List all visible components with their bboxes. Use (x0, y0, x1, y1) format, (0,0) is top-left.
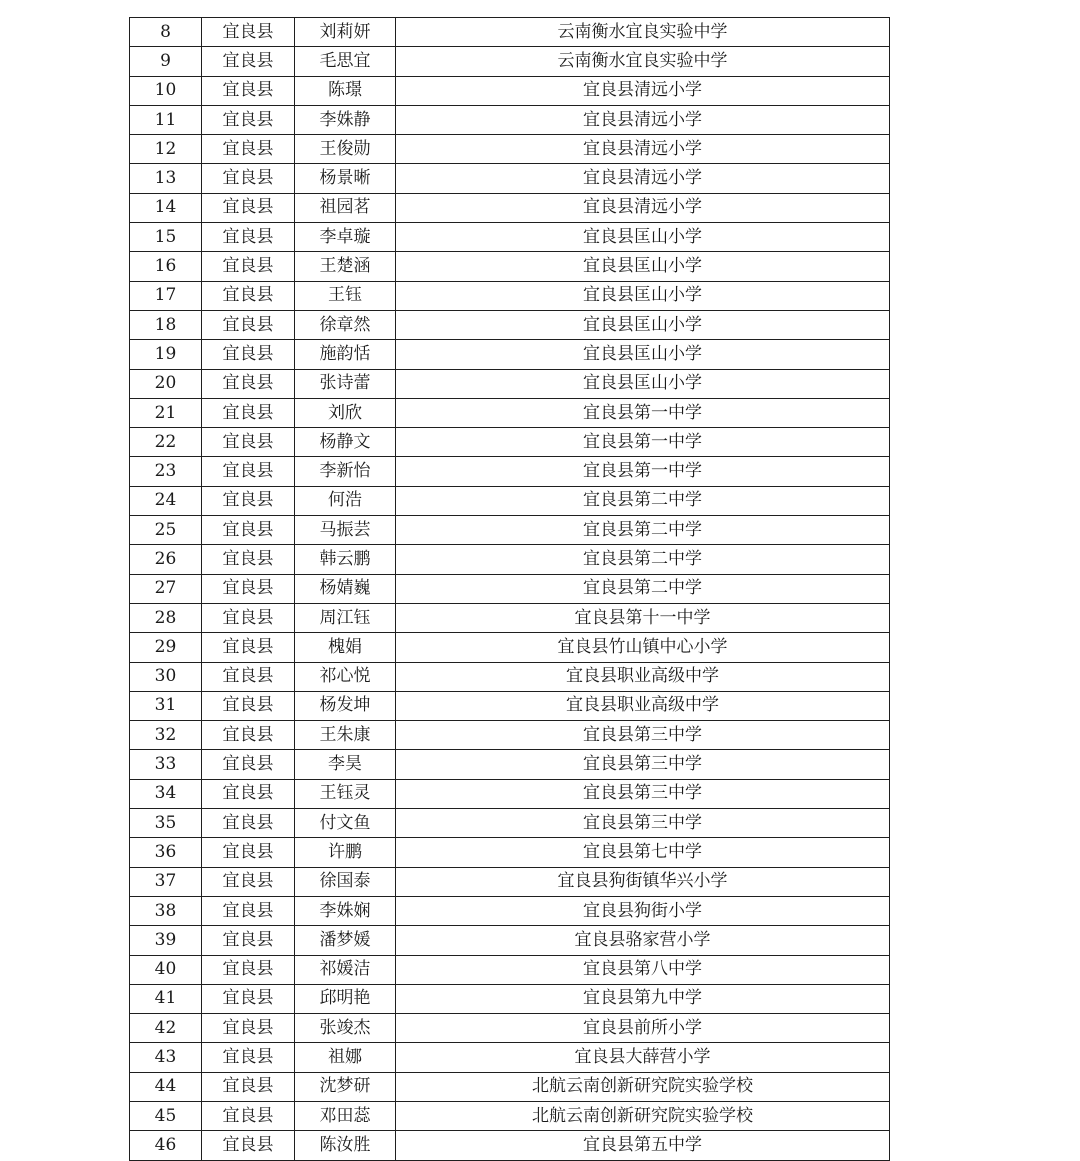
cell-name: 祖园茗 (295, 193, 396, 222)
cell-number: 34 (130, 779, 202, 808)
cell-county: 宜良县 (202, 193, 295, 222)
cell-name: 周江钰 (295, 603, 396, 632)
cell-name: 王朱康 (295, 721, 396, 750)
cell-county: 宜良县 (202, 428, 295, 457)
cell-school: 宜良县第七中学 (396, 838, 890, 867)
cell-name: 邓田蕊 (295, 1101, 396, 1130)
cell-school: 宜良县匡山小学 (396, 252, 890, 281)
cell-county: 宜良县 (202, 838, 295, 867)
table-row (130, 457, 890, 486)
cell-number: 17 (130, 281, 202, 310)
cell-county: 宜良县 (202, 926, 295, 955)
table-row (130, 691, 890, 720)
cell-number: 18 (130, 310, 202, 339)
cell-name: 何浩 (295, 486, 396, 515)
table-row (130, 662, 890, 691)
cell-county: 宜良县 (202, 1101, 295, 1130)
cell-name: 徐章然 (295, 310, 396, 339)
cell-number: 23 (130, 457, 202, 486)
cell-county: 宜良县 (202, 633, 295, 662)
cell-county: 宜良县 (202, 369, 295, 398)
table-row (130, 76, 890, 105)
cell-county: 宜良县 (202, 281, 295, 310)
table-row (130, 1043, 890, 1072)
table-row (130, 105, 890, 134)
cell-number: 9 (130, 47, 202, 76)
cell-county: 宜良县 (202, 1043, 295, 1072)
cell-school: 宜良县第三中学 (396, 779, 890, 808)
cell-number: 11 (130, 105, 202, 134)
table-row (130, 574, 890, 603)
cell-county: 宜良县 (202, 105, 295, 134)
cell-name: 杨发坤 (295, 691, 396, 720)
cell-school: 宜良县第三中学 (396, 721, 890, 750)
cell-county: 宜良县 (202, 955, 295, 984)
cell-county: 宜良县 (202, 896, 295, 925)
table-row (130, 545, 890, 574)
cell-county: 宜良县 (202, 18, 295, 47)
cell-school: 宜良县清远小学 (396, 135, 890, 164)
cell-number: 30 (130, 662, 202, 691)
table-row (130, 809, 890, 838)
cell-school: 宜良县狗街小学 (396, 896, 890, 925)
cell-number: 27 (130, 574, 202, 603)
cell-name: 马振芸 (295, 516, 396, 545)
cell-school: 云南衡水宜良实验中学 (396, 47, 890, 76)
cell-name: 李卓璇 (295, 223, 396, 252)
cell-county: 宜良县 (202, 310, 295, 339)
cell-number: 21 (130, 398, 202, 427)
table-row (130, 47, 890, 76)
cell-number: 15 (130, 223, 202, 252)
table-row (130, 633, 890, 662)
cell-county: 宜良县 (202, 691, 295, 720)
cell-number: 13 (130, 164, 202, 193)
cell-number: 40 (130, 955, 202, 984)
table-row (130, 428, 890, 457)
cell-school: 宜良县第二中学 (396, 545, 890, 574)
cell-school: 北航云南创新研究院实验学校 (396, 1101, 890, 1130)
cell-school: 宜良县第一中学 (396, 398, 890, 427)
cell-number: 35 (130, 809, 202, 838)
roster-table (129, 17, 890, 1161)
cell-school: 宜良县职业高级中学 (396, 691, 890, 720)
table-row (130, 603, 890, 632)
roster-body (130, 18, 890, 1161)
cell-number: 10 (130, 76, 202, 105)
cell-school: 宜良县匡山小学 (396, 310, 890, 339)
table-row (130, 1014, 890, 1043)
cell-number: 24 (130, 486, 202, 515)
cell-school: 宜良县第五中学 (396, 1131, 890, 1160)
cell-county: 宜良县 (202, 398, 295, 427)
cell-name: 王楚涵 (295, 252, 396, 281)
cell-school: 宜良县清远小学 (396, 164, 890, 193)
cell-county: 宜良县 (202, 340, 295, 369)
table-row (130, 398, 890, 427)
cell-name: 李昊 (295, 750, 396, 779)
cell-school: 宜良县清远小学 (396, 193, 890, 222)
cell-name: 沈梦研 (295, 1072, 396, 1101)
cell-name: 韩云鹏 (295, 545, 396, 574)
cell-number: 29 (130, 633, 202, 662)
cell-county: 宜良县 (202, 135, 295, 164)
cell-number: 38 (130, 896, 202, 925)
cell-county: 宜良县 (202, 486, 295, 515)
cell-number: 33 (130, 750, 202, 779)
table-row (130, 252, 890, 281)
cell-number: 42 (130, 1014, 202, 1043)
cell-school: 宜良县匡山小学 (396, 223, 890, 252)
table-row (130, 926, 890, 955)
cell-name: 邱明艳 (295, 984, 396, 1013)
cell-county: 宜良县 (202, 984, 295, 1013)
cell-school: 宜良县第三中学 (396, 750, 890, 779)
cell-number: 19 (130, 340, 202, 369)
table-row (130, 340, 890, 369)
cell-school: 北航云南创新研究院实验学校 (396, 1072, 890, 1101)
cell-name: 潘梦媛 (295, 926, 396, 955)
cell-number: 44 (130, 1072, 202, 1101)
cell-name: 杨婧巍 (295, 574, 396, 603)
cell-name: 陈璟 (295, 76, 396, 105)
cell-county: 宜良县 (202, 721, 295, 750)
cell-number: 45 (130, 1101, 202, 1130)
table-row (130, 1072, 890, 1101)
cell-county: 宜良县 (202, 750, 295, 779)
cell-school: 宜良县大薛营小学 (396, 1043, 890, 1072)
table-row (130, 516, 890, 545)
cell-school: 宜良县第一中学 (396, 428, 890, 457)
cell-school: 宜良县清远小学 (396, 76, 890, 105)
cell-name: 毛思宜 (295, 47, 396, 76)
cell-name: 刘欣 (295, 398, 396, 427)
cell-county: 宜良县 (202, 1014, 295, 1043)
cell-name: 刘莉妍 (295, 18, 396, 47)
cell-school: 宜良县匡山小学 (396, 340, 890, 369)
cell-school: 宜良县竹山镇中心小学 (396, 633, 890, 662)
table-row (130, 955, 890, 984)
cell-name: 徐国泰 (295, 867, 396, 896)
table-row (130, 984, 890, 1013)
cell-number: 26 (130, 545, 202, 574)
table-row (130, 750, 890, 779)
cell-name: 李姝静 (295, 105, 396, 134)
cell-county: 宜良县 (202, 809, 295, 838)
cell-county: 宜良县 (202, 164, 295, 193)
cell-name: 杨景晰 (295, 164, 396, 193)
cell-name: 施韵恬 (295, 340, 396, 369)
cell-county: 宜良县 (202, 867, 295, 896)
cell-school: 宜良县第一中学 (396, 457, 890, 486)
cell-number: 36 (130, 838, 202, 867)
cell-name: 许鹏 (295, 838, 396, 867)
cell-school: 宜良县第十一中学 (396, 603, 890, 632)
table-row (130, 223, 890, 252)
cell-school: 宜良县第八中学 (396, 955, 890, 984)
cell-number: 37 (130, 867, 202, 896)
cell-county: 宜良县 (202, 662, 295, 691)
table-row (130, 310, 890, 339)
cell-county: 宜良县 (202, 545, 295, 574)
cell-name: 陈汝胜 (295, 1131, 396, 1160)
cell-name: 祖娜 (295, 1043, 396, 1072)
cell-county: 宜良县 (202, 516, 295, 545)
cell-county: 宜良县 (202, 1072, 295, 1101)
cell-name: 王钰灵 (295, 779, 396, 808)
table-row (130, 838, 890, 867)
cell-school: 宜良县第三中学 (396, 809, 890, 838)
cell-name: 李姝娴 (295, 896, 396, 925)
table-row (130, 18, 890, 47)
cell-county: 宜良县 (202, 457, 295, 486)
cell-number: 43 (130, 1043, 202, 1072)
cell-name: 祁心悦 (295, 662, 396, 691)
cell-number: 31 (130, 691, 202, 720)
cell-name: 杨静文 (295, 428, 396, 457)
table-row (130, 721, 890, 750)
table-row (130, 896, 890, 925)
cell-school: 宜良县第九中学 (396, 984, 890, 1013)
table-row (130, 1131, 890, 1160)
table-row (130, 193, 890, 222)
table-row (130, 486, 890, 515)
cell-school: 宜良县第二中学 (396, 516, 890, 545)
cell-county: 宜良县 (202, 252, 295, 281)
cell-name: 祁媛洁 (295, 955, 396, 984)
cell-school: 宜良县前所小学 (396, 1014, 890, 1043)
cell-school: 宜良县骆家营小学 (396, 926, 890, 955)
table-row (130, 135, 890, 164)
cell-number: 25 (130, 516, 202, 545)
table-row (130, 369, 890, 398)
cell-number: 46 (130, 1131, 202, 1160)
cell-school: 宜良县第二中学 (396, 486, 890, 515)
cell-school: 宜良县第二中学 (396, 574, 890, 603)
cell-school: 宜良县狗街镇华兴小学 (396, 867, 890, 896)
cell-county: 宜良县 (202, 574, 295, 603)
cell-number: 28 (130, 603, 202, 632)
cell-name: 张诗蕾 (295, 369, 396, 398)
cell-number: 41 (130, 984, 202, 1013)
cell-name: 张竣杰 (295, 1014, 396, 1043)
cell-school: 宜良县职业高级中学 (396, 662, 890, 691)
cell-county: 宜良县 (202, 779, 295, 808)
cell-school: 云南衡水宜良实验中学 (396, 18, 890, 47)
cell-name: 王俊勋 (295, 135, 396, 164)
cell-county: 宜良县 (202, 76, 295, 105)
cell-county: 宜良县 (202, 603, 295, 632)
roster-sheet (129, 17, 889, 1161)
cell-name: 李新怡 (295, 457, 396, 486)
cell-county: 宜良县 (202, 1131, 295, 1160)
table-row (130, 164, 890, 193)
cell-number: 39 (130, 926, 202, 955)
cell-school: 宜良县匡山小学 (396, 369, 890, 398)
cell-name: 付文鱼 (295, 809, 396, 838)
cell-number: 12 (130, 135, 202, 164)
cell-name: 王钰 (295, 281, 396, 310)
cell-school: 宜良县清远小学 (396, 105, 890, 134)
table-row (130, 779, 890, 808)
cell-number: 16 (130, 252, 202, 281)
cell-number: 14 (130, 193, 202, 222)
cell-name: 槐娟 (295, 633, 396, 662)
cell-number: 20 (130, 369, 202, 398)
cell-number: 22 (130, 428, 202, 457)
cell-county: 宜良县 (202, 47, 295, 76)
table-row (130, 1101, 890, 1130)
cell-number: 8 (130, 18, 202, 47)
table-row (130, 867, 890, 896)
cell-number: 32 (130, 721, 202, 750)
cell-school: 宜良县匡山小学 (396, 281, 890, 310)
table-row (130, 281, 890, 310)
cell-county: 宜良县 (202, 223, 295, 252)
